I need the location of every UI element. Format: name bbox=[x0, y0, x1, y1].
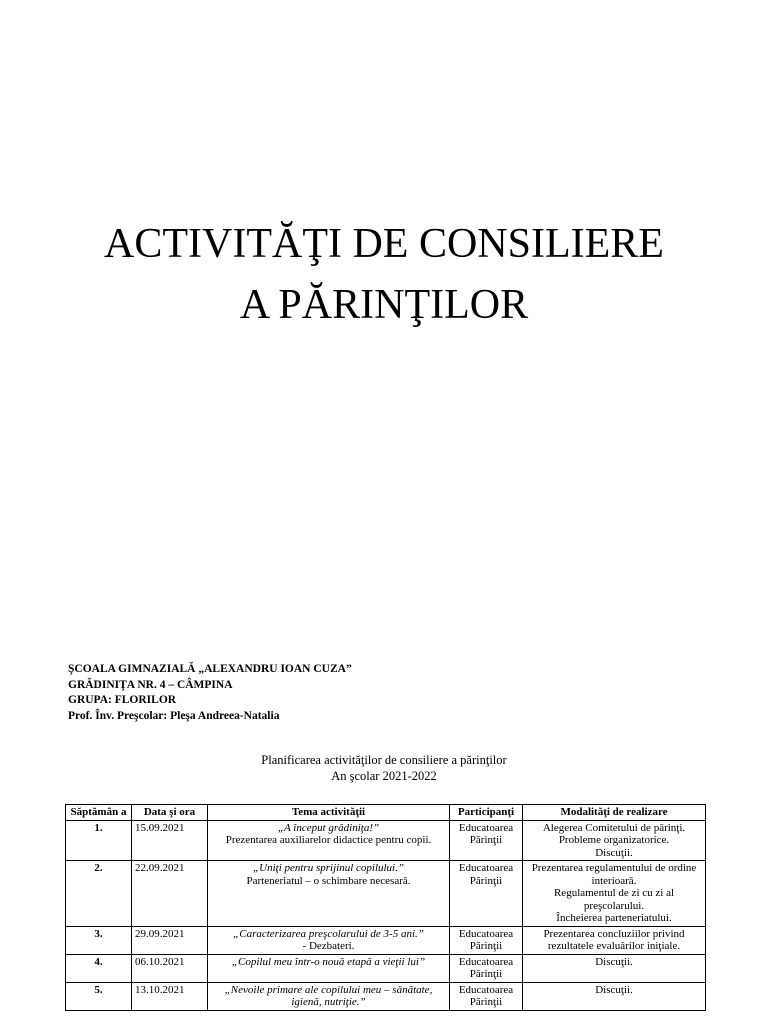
modality: Alegerea Comitetului de părinţi. bbox=[542, 821, 686, 834]
cell-modalities bbox=[523, 861, 706, 927]
modality: Discuţii. bbox=[595, 955, 633, 968]
teacher-name: Prof. Înv. Preşcolar: Pleşa Andreea-Natalia bbox=[68, 709, 280, 722]
participant: Educatoarea bbox=[458, 983, 514, 996]
title-line-2: A PĂRINŢILOR bbox=[239, 282, 529, 328]
theme-title: „Copilul meu într-o nouă etapă a vieţii lui” bbox=[231, 955, 426, 968]
modality: Probleme organizatorice. bbox=[558, 834, 670, 846]
cell-participants bbox=[450, 982, 523, 1010]
cell-modalities bbox=[523, 954, 706, 982]
cell-theme bbox=[208, 820, 450, 861]
theme-description: - Dezbateri. bbox=[302, 940, 355, 952]
modality: Prezentarea regulamentului de ordine interioară. bbox=[531, 862, 697, 887]
cell-modalities bbox=[523, 982, 706, 1010]
cell-date: 15.09.2021 bbox=[132, 820, 208, 861]
theme-description: Prezentarea auxiliarelor didactice pentru copii. bbox=[225, 834, 432, 846]
plan-title: Planificarea activităţilor de consiliere a părinţilor bbox=[261, 753, 507, 767]
cell-theme bbox=[208, 954, 450, 982]
theme-title: „Uniţi pentru sprijinul copilului.” bbox=[253, 862, 404, 874]
modality: Prezentarea concluziilor privind rezultatele evaluărilor iniţiale. bbox=[543, 927, 685, 952]
cell-modalities bbox=[523, 926, 706, 954]
kindergarten-name: GRĂDINIŢA NR. 4 – CÂMPINA bbox=[68, 678, 233, 691]
plan-heading bbox=[0, 752, 768, 784]
cell-date: 06.10.2021 bbox=[132, 954, 208, 982]
cell-theme bbox=[208, 926, 450, 954]
cell-week: 3. bbox=[66, 926, 132, 954]
cell-participants bbox=[450, 926, 523, 954]
participant: Părinţii bbox=[469, 874, 503, 887]
participant: Părinţii bbox=[469, 968, 503, 980]
modality: Discuţii. bbox=[595, 846, 633, 859]
cell-theme bbox=[208, 861, 450, 927]
participant: Părinţii bbox=[469, 834, 503, 846]
table-row bbox=[66, 820, 706, 861]
theme-title: „A început grădiniţa!” bbox=[277, 821, 380, 834]
cell-participants bbox=[450, 954, 523, 982]
table-body bbox=[66, 820, 706, 1010]
cell-date: 22.09.2021 bbox=[132, 861, 208, 927]
cell-week: 1. bbox=[66, 820, 132, 861]
school-name: ŞCOALA GIMNAZIALĂ „ALEXANDRU IOAN CUZA” bbox=[68, 663, 352, 675]
participant: Părinţii bbox=[469, 996, 503, 1008]
header-modalities: Modalităţi de realizare bbox=[523, 805, 706, 821]
table-row bbox=[66, 926, 706, 954]
header-participants: Participanţi bbox=[450, 805, 523, 821]
header-date: Data şi ora bbox=[132, 805, 208, 821]
cell-week: 2. bbox=[66, 861, 132, 927]
theme-description: Parteneriatul – o schimbare necesară. bbox=[246, 874, 411, 887]
modality: Regulamentul de zi cu zi al preşcolarului. bbox=[553, 887, 675, 912]
table-row bbox=[66, 861, 706, 927]
participant: Educatoarea bbox=[458, 955, 514, 968]
table-header-row bbox=[66, 805, 706, 821]
cell-participants bbox=[450, 820, 523, 861]
modality: Discuţii. bbox=[595, 983, 633, 996]
document-title bbox=[0, 214, 768, 336]
cell-date: 29.09.2021 bbox=[132, 926, 208, 954]
header-week: Săptămân a bbox=[66, 805, 132, 821]
participant: Educatoarea bbox=[458, 862, 514, 874]
theme-title: „Caracterizarea preşcolarului de 3-5 ani.” bbox=[233, 927, 424, 940]
group-name: GRUPA: FLORILOR bbox=[68, 694, 177, 706]
modality: Încheierea parteneriatului. bbox=[556, 912, 672, 924]
cell-week: 4. bbox=[66, 954, 132, 982]
activities-table bbox=[65, 804, 706, 1011]
cell-modalities bbox=[523, 820, 706, 861]
school-info bbox=[68, 662, 352, 724]
table-row bbox=[66, 954, 706, 982]
participant: Educatoarea bbox=[458, 821, 514, 834]
participant: Părinţii bbox=[469, 940, 503, 952]
table-row bbox=[66, 982, 706, 1010]
header-theme: Tema activităţii bbox=[208, 805, 450, 821]
cell-participants bbox=[450, 861, 523, 927]
school-year: An şcolar 2021-2022 bbox=[331, 769, 437, 783]
cell-date: 13.10.2021 bbox=[132, 982, 208, 1010]
theme-title: „Nevoile primare ale copilului meu – sănătate, igienă, nutriţie.” bbox=[224, 983, 433, 1008]
cell-theme bbox=[208, 982, 450, 1010]
title-line-1: ACTIVITĂŢI DE CONSILIERE bbox=[104, 221, 664, 267]
participant: Educatoarea bbox=[458, 927, 514, 940]
cell-week: 5. bbox=[66, 982, 132, 1010]
